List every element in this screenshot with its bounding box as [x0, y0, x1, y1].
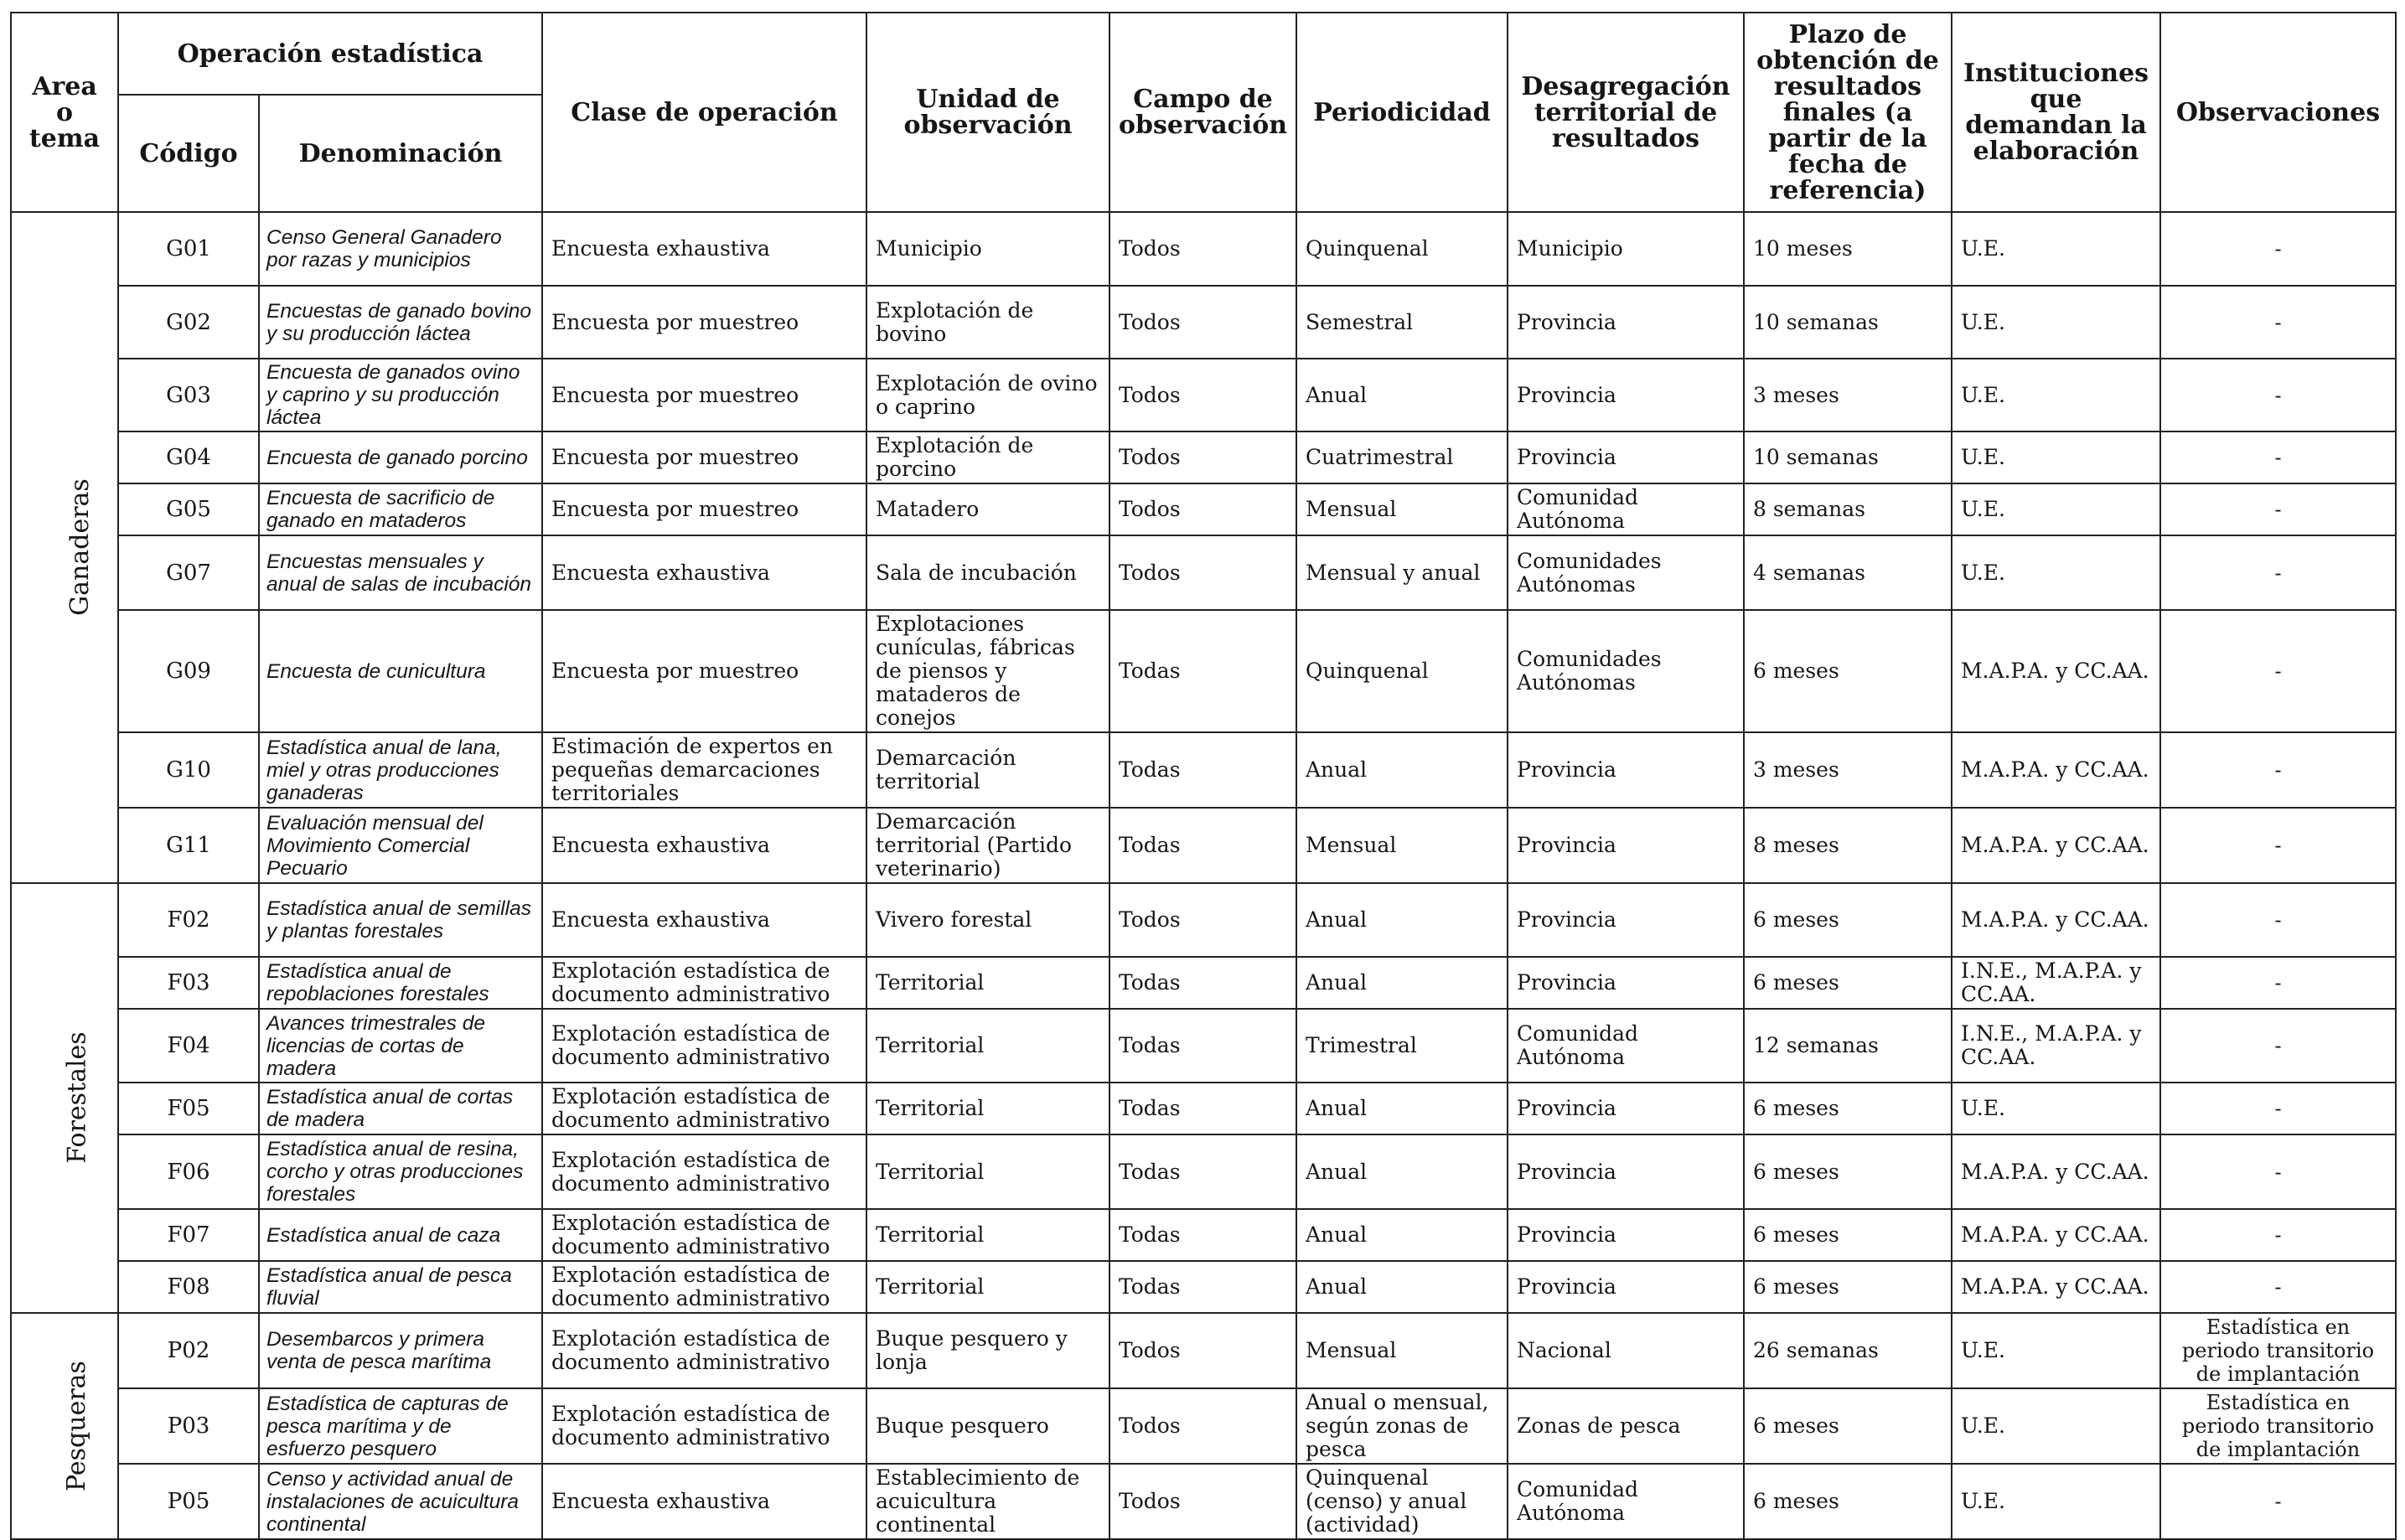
cell-desagregacion: Provincia [1508, 1134, 1744, 1209]
cell-periodicidad: Semestral [1296, 286, 1508, 359]
header-codigo: Código [118, 95, 259, 212]
table-row [11, 610, 2396, 732]
cell-desagregacion: Provincia [1508, 808, 1744, 883]
cell-campo: Todos [1109, 212, 1296, 286]
cell-denominacion: Estadística anual de lana, miel y otras producciones ganaderas [259, 732, 542, 808]
cell-plazo: 6 meses [1744, 883, 1952, 957]
cell-observaciones: - [2160, 535, 2396, 610]
cell-periodicidad: Anual [1296, 883, 1508, 957]
cell-denominacion: Estadística anual de repoblaciones forestales [259, 957, 542, 1009]
table-row [11, 359, 2396, 432]
cell-denominacion: Censo y actividad anual de instalaciones de acuicultura continental [259, 1464, 542, 1539]
cell-clase: Encuesta exhaustiva [542, 535, 866, 610]
cell-observaciones: - [2160, 610, 2396, 732]
cell-denominacion: Evaluación mensual del Movimiento Comercial Pecuario [259, 808, 542, 883]
cell-clase: Explotación estadística de documento administrativo [542, 1083, 866, 1134]
cell-clase: Encuesta exhaustiva [542, 808, 866, 883]
cell-codigo: G03 [118, 359, 259, 432]
cell-campo: Todas [1109, 1209, 1296, 1261]
cell-desagregacion: Provincia [1508, 359, 1744, 432]
cell-denominacion: Avances trimestrales de licencias de cortas de madera [259, 1009, 542, 1083]
cell-periodicidad: Anual [1296, 359, 1508, 432]
cell-desagregacion: Provincia [1508, 883, 1744, 957]
cell-instituciones: M.A.P.A. y CC.AA. [1952, 732, 2160, 808]
cell-unidad: Matadero [866, 483, 1109, 535]
cell-unidad: Establecimiento de acuicultura continental [866, 1464, 1109, 1539]
cell-campo: Todos [1109, 1464, 1296, 1539]
cell-clase: Encuesta exhaustiva [542, 1464, 866, 1539]
cell-periodicidad: Cuatrimestral [1296, 432, 1508, 483]
cell-periodicidad: Anual [1296, 1209, 1508, 1261]
table-row [11, 483, 2396, 535]
cell-observaciones: - [2160, 883, 2396, 957]
area-cell [11, 883, 118, 1313]
cell-denominacion: Censo General Ganadero por razas y municipios [259, 212, 542, 286]
cell-denominacion: Encuesta de ganado porcino [259, 432, 542, 483]
cell-clase: Explotación estadística de documento administrativo [542, 1313, 866, 1388]
header-plazo: Plazo de obtención de resultados finales (a partir de la fecha de referencia) [1744, 13, 1952, 212]
cell-periodicidad: Anual [1296, 732, 1508, 808]
cell-codigo: P05 [118, 1464, 259, 1539]
cell-plazo: 10 semanas [1744, 286, 1952, 359]
cell-plazo: 10 meses [1744, 212, 1952, 286]
cell-instituciones: U.E. [1952, 359, 2160, 432]
cell-codigo: F04 [118, 1009, 259, 1083]
cell-plazo: 6 meses [1744, 1083, 1952, 1134]
cell-desagregacion: Municipio [1508, 212, 1744, 286]
cell-unidad: Demarcación territorial (Partido veterinario) [866, 808, 1109, 883]
cell-campo: Todos [1109, 883, 1296, 957]
cell-campo: Todas [1109, 808, 1296, 883]
table-row [11, 883, 2396, 957]
cell-instituciones: I.N.E., M.A.P.A. y CC.AA. [1952, 957, 2160, 1009]
cell-observaciones: - [2160, 286, 2396, 359]
table-row [11, 212, 2396, 286]
cell-denominacion: Estadística anual de resina, corcho y otras producciones forestales [259, 1134, 542, 1209]
cell-observaciones: - [2160, 732, 2396, 808]
cell-observaciones: - [2160, 957, 2396, 1009]
cell-plazo: 6 meses [1744, 957, 1952, 1009]
cell-campo: Todas [1109, 732, 1296, 808]
cell-desagregacion: Provincia [1508, 1083, 1744, 1134]
cell-unidad: Territorial [866, 957, 1109, 1009]
cell-codigo: G01 [118, 212, 259, 286]
cell-plazo: 6 meses [1744, 1388, 1952, 1464]
cell-instituciones: I.N.E., M.A.P.A. y CC.AA. [1952, 1009, 2160, 1083]
cell-plazo: 6 meses [1744, 610, 1952, 732]
cell-observaciones: - [2160, 1134, 2396, 1209]
cell-codigo: G07 [118, 535, 259, 610]
cell-instituciones: U.E. [1952, 1464, 2160, 1539]
cell-clase: Encuesta por muestreo [542, 432, 866, 483]
cell-instituciones: M.A.P.A. y CC.AA. [1952, 1209, 2160, 1261]
cell-campo: Todos [1109, 1388, 1296, 1464]
cell-plazo: 12 semanas [1744, 1009, 1952, 1083]
cell-periodicidad: Anual [1296, 957, 1508, 1009]
cell-denominacion: Encuesta de sacrificio de ganado en mataderos [259, 483, 542, 535]
cell-denominacion: Encuestas mensuales y anual de salas de incubación [259, 535, 542, 610]
table-row [11, 957, 2396, 1009]
table-row [11, 1083, 2396, 1134]
cell-codigo: G04 [118, 432, 259, 483]
header-unidad: Unidad de observación [866, 13, 1109, 212]
cell-clase: Encuesta exhaustiva [542, 883, 866, 957]
header-observaciones: Observaciones [2160, 13, 2396, 212]
cell-codigo: F02 [118, 883, 259, 957]
cell-plazo: 6 meses [1744, 1464, 1952, 1539]
cell-periodicidad: Mensual [1296, 1313, 1508, 1388]
cell-campo: Todas [1109, 610, 1296, 732]
cell-unidad: Buque pesquero [866, 1388, 1109, 1464]
cell-observaciones: - [2160, 1083, 2396, 1134]
cell-periodicidad: Anual o mensual, según zonas de pesca [1296, 1388, 1508, 1464]
cell-periodicidad: Anual [1296, 1134, 1508, 1209]
cell-denominacion: Estadística anual de semillas y plantas forestales [259, 883, 542, 957]
cell-observaciones: - [2160, 1009, 2396, 1083]
cell-codigo: F06 [118, 1134, 259, 1209]
cell-campo: Todos [1109, 359, 1296, 432]
cell-observaciones: - [2160, 1261, 2396, 1313]
table-row [11, 432, 2396, 483]
cell-observaciones: - [2160, 432, 2396, 483]
cell-unidad: Explotación de ovino o caprino [866, 359, 1109, 432]
cell-campo: Todos [1109, 432, 1296, 483]
cell-instituciones: U.E. [1952, 535, 2160, 610]
cell-desagregacion: Nacional [1508, 1313, 1744, 1388]
cell-unidad: Territorial [866, 1261, 1109, 1313]
cell-codigo: F05 [118, 1083, 259, 1134]
cell-observaciones: - [2160, 1209, 2396, 1261]
cell-campo: Todas [1109, 1134, 1296, 1209]
cell-desagregacion: Provincia [1508, 957, 1744, 1009]
table-row [11, 535, 2396, 610]
cell-unidad: Sala de incubación [866, 535, 1109, 610]
cell-denominacion: Estadística anual de cortas de madera [259, 1083, 542, 1134]
cell-periodicidad: Mensual [1296, 483, 1508, 535]
cell-plazo: 8 meses [1744, 808, 1952, 883]
table-row [11, 732, 2396, 808]
cell-denominacion: Estadística de capturas de pesca marítima y de esfuerzo pesquero [259, 1388, 542, 1464]
cell-clase: Encuesta por muestreo [542, 610, 866, 732]
cell-codigo: F03 [118, 957, 259, 1009]
cell-denominacion: Estadística anual de caza [259, 1209, 542, 1261]
cell-unidad: Territorial [866, 1009, 1109, 1083]
table-row [11, 1313, 2396, 1388]
cell-codigo: P03 [118, 1388, 259, 1464]
cell-campo: Todas [1109, 1009, 1296, 1083]
header-operacion: Operación estadística [118, 13, 542, 95]
cell-campo: Todos [1109, 286, 1296, 359]
cell-instituciones: M.A.P.A. y CC.AA. [1952, 883, 2160, 957]
cell-periodicidad: Mensual [1296, 808, 1508, 883]
table-row [11, 1009, 2396, 1083]
cell-periodicidad: Trimestral [1296, 1009, 1508, 1083]
cell-desagregacion: Provincia [1508, 1209, 1744, 1261]
cell-codigo: G09 [118, 610, 259, 732]
cell-unidad: Territorial [866, 1209, 1109, 1261]
table-row [11, 1209, 2396, 1261]
header-denominacion: Denominación [259, 95, 542, 212]
header-campo: Campo de observación [1109, 13, 1296, 212]
cell-periodicidad: Quinquenal (censo) y anual (actividad) [1296, 1464, 1508, 1539]
cell-unidad: Demarcación territorial [866, 732, 1109, 808]
table-row [11, 1464, 2396, 1539]
cell-plazo: 6 meses [1744, 1134, 1952, 1209]
cell-denominacion: Estadística anual de pesca fluvial [259, 1261, 542, 1313]
table-body [11, 212, 2396, 1539]
cell-codigo: P02 [118, 1313, 259, 1388]
cell-periodicidad: Quinquenal [1296, 212, 1508, 286]
cell-plazo: 3 meses [1744, 359, 1952, 432]
cell-instituciones: U.E. [1952, 1313, 2160, 1388]
cell-desagregacion: Comunidades Autónomas [1508, 535, 1744, 610]
cell-clase: Explotación estadística de documento administrativo [542, 1009, 866, 1083]
cell-denominacion: Encuesta de cunicultura [259, 610, 542, 732]
cell-observaciones: - [2160, 808, 2396, 883]
cell-instituciones: U.E. [1952, 212, 2160, 286]
cell-clase: Encuesta por muestreo [542, 483, 866, 535]
cell-clase: Explotación estadística de documento administrativo [542, 957, 866, 1009]
area-label: Pesqueras [61, 1360, 91, 1491]
cell-periodicidad: Anual [1296, 1083, 1508, 1134]
table-row [11, 286, 2396, 359]
cell-observaciones: - [2160, 1464, 2396, 1539]
cell-instituciones: M.A.P.A. y CC.AA. [1952, 1134, 2160, 1209]
cell-codigo: F08 [118, 1261, 259, 1313]
cell-campo: Todas [1109, 1083, 1296, 1134]
cell-desagregacion: Zonas de pesca [1508, 1388, 1744, 1464]
area-label: Ganaderas [65, 478, 95, 616]
cell-unidad: Explotaciones cunículas, fábricas de piensos y mataderos de conejos [866, 610, 1109, 732]
cell-instituciones: M.A.P.A. y CC.AA. [1952, 1261, 2160, 1313]
table-row [11, 1261, 2396, 1313]
header-instituciones: Instituciones que demandan la elaboración [1952, 13, 2160, 212]
area-cell [11, 1313, 118, 1539]
cell-denominacion: Desembarcos y primera venta de pesca marítima [259, 1313, 542, 1388]
cell-instituciones: U.E. [1952, 483, 2160, 535]
cell-periodicidad: Anual [1296, 1261, 1508, 1313]
cell-clase: Estimación de expertos en pequeñas demarcaciones territoriales [542, 732, 866, 808]
cell-unidad: Explotación de porcino [866, 432, 1109, 483]
cell-observaciones: Estadística en periodo transitorio de implantación [2160, 1313, 2396, 1388]
cell-unidad: Vivero forestal [866, 883, 1109, 957]
cell-unidad: Municipio [866, 212, 1109, 286]
cell-campo: Todas [1109, 1261, 1296, 1313]
table-row [11, 1388, 2396, 1464]
cell-plazo: 4 semanas [1744, 535, 1952, 610]
cell-codigo: F07 [118, 1209, 259, 1261]
cell-codigo: G10 [118, 732, 259, 808]
header-desagregacion: Desagregación territorial de resultados [1508, 13, 1744, 212]
table-row [11, 808, 2396, 883]
cell-periodicidad: Quinquenal [1296, 610, 1508, 732]
cell-instituciones: U.E. [1952, 432, 2160, 483]
cell-codigo: G11 [118, 808, 259, 883]
cell-denominacion: Encuestas de ganado bovino y su producción láctea [259, 286, 542, 359]
cell-plazo: 6 meses [1744, 1209, 1952, 1261]
cell-campo: Todos [1109, 483, 1296, 535]
cell-unidad: Territorial [866, 1083, 1109, 1134]
cell-clase: Explotación estadística de documento administrativo [542, 1134, 866, 1209]
cell-codigo: G05 [118, 483, 259, 535]
cell-observaciones: Estadística en periodo transitorio de implantación [2160, 1388, 2396, 1464]
table-header [11, 13, 2396, 212]
cell-campo: Todos [1109, 535, 1296, 610]
cell-clase: Encuesta exhaustiva [542, 212, 866, 286]
cell-campo: Todas [1109, 957, 1296, 1009]
cell-plazo: 26 semanas [1744, 1313, 1952, 1388]
cell-observaciones: - [2160, 212, 2396, 286]
cell-desagregacion: Comunidad Autónoma [1508, 483, 1744, 535]
cell-instituciones: M.A.P.A. y CC.AA. [1952, 610, 2160, 732]
cell-instituciones: U.E. [1952, 1083, 2160, 1134]
cell-clase: Explotación estadística de documento administrativo [542, 1388, 866, 1464]
cell-clase: Encuesta por muestreo [542, 286, 866, 359]
cell-unidad: Buque pesquero y lonja [866, 1313, 1109, 1388]
cell-plazo: 6 meses [1744, 1261, 1952, 1313]
statistical-operations-table [10, 12, 2397, 1540]
header-area: Area o tema [11, 13, 118, 212]
cell-plazo: 10 semanas [1744, 432, 1952, 483]
cell-desagregacion: Provincia [1508, 1261, 1744, 1313]
cell-desagregacion: Comunidades Autónomas [1508, 610, 1744, 732]
statistical-operations-sheet [10, 12, 2395, 1537]
area-label: Forestales [62, 1031, 92, 1164]
cell-plazo: 3 meses [1744, 732, 1952, 808]
cell-codigo: G02 [118, 286, 259, 359]
header-row-top [11, 13, 2396, 95]
cell-campo: Todos [1109, 1313, 1296, 1388]
table-row [11, 1134, 2396, 1209]
cell-periodicidad: Mensual y anual [1296, 535, 1508, 610]
cell-plazo: 8 semanas [1744, 483, 1952, 535]
cell-instituciones: U.E. [1952, 1388, 2160, 1464]
cell-instituciones: M.A.P.A. y CC.AA. [1952, 808, 2160, 883]
area-cell [11, 212, 118, 883]
cell-desagregacion: Provincia [1508, 432, 1744, 483]
cell-desagregacion: Provincia [1508, 732, 1744, 808]
cell-observaciones: - [2160, 483, 2396, 535]
cell-clase: Explotación estadística de documento administrativo [542, 1261, 866, 1313]
cell-clase: Explotación estadística de documento administrativo [542, 1209, 866, 1261]
cell-observaciones: - [2160, 359, 2396, 432]
cell-denominacion: Encuesta de ganados ovino y caprino y su producción láctea [259, 359, 542, 432]
cell-instituciones: U.E. [1952, 286, 2160, 359]
cell-clase: Encuesta por muestreo [542, 359, 866, 432]
header-clase: Clase de operación [542, 13, 866, 212]
cell-unidad: Explotación de bovino [866, 286, 1109, 359]
header-periodicidad: Periodicidad [1296, 13, 1508, 212]
cell-desagregacion: Provincia [1508, 286, 1744, 359]
cell-desagregacion: Comunidad Autónoma [1508, 1009, 1744, 1083]
cell-desagregacion: Comunidad Autónoma [1508, 1464, 1744, 1539]
cell-unidad: Territorial [866, 1134, 1109, 1209]
